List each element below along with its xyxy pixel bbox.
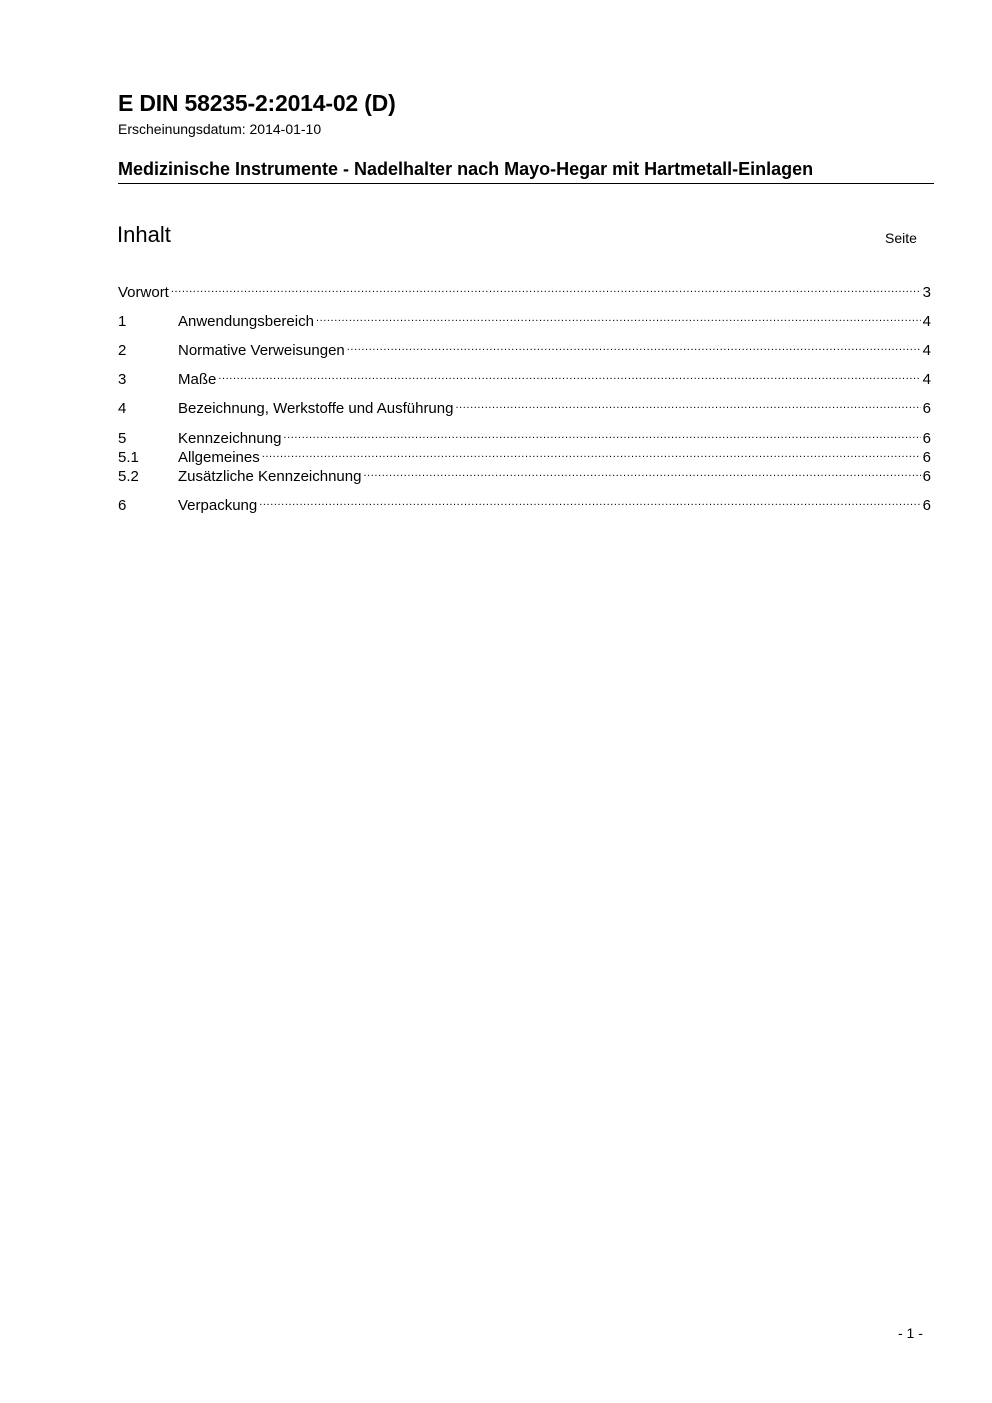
toc-entry-foreword[interactable] bbox=[118, 279, 931, 301]
toc-entry-5-1[interactable] bbox=[118, 444, 931, 466]
toc-leader-dots bbox=[455, 395, 920, 413]
toc-entry-number: 1 bbox=[118, 313, 127, 330]
toc-entry-page: 6 bbox=[922, 497, 931, 514]
toc-entry-6[interactable] bbox=[118, 492, 931, 514]
toc-entry-page: 4 bbox=[922, 342, 931, 359]
toc-entry-2[interactable] bbox=[118, 337, 931, 359]
toc-entry-1[interactable] bbox=[118, 308, 931, 330]
toc-leader-dots bbox=[363, 463, 920, 481]
toc-entry-page: 6 bbox=[922, 449, 931, 466]
toc-entry-page: 3 bbox=[922, 284, 931, 301]
document-title: Medizinische Instrumente - Nadelhalter nach Mayo-Hegar mit Hartmetall-Einlagen bbox=[118, 159, 814, 179]
toc-entry-page: 4 bbox=[922, 371, 931, 388]
toc-entry-title: Allgemeines bbox=[178, 449, 260, 466]
toc-entry-page: 6 bbox=[922, 430, 931, 447]
toc-entry-page: 6 bbox=[922, 468, 931, 485]
publication-date: Erscheinungsdatum: 2014-01-10 bbox=[118, 121, 322, 137]
toc-entry-number: 6 bbox=[118, 497, 127, 514]
toc-entry-title: Verpackung bbox=[178, 497, 258, 514]
toc-leader-dots bbox=[347, 337, 921, 355]
toc-leader-dots bbox=[171, 279, 921, 297]
toc-entry-title: Bezeichnung, Werkstoffe und Ausführung bbox=[178, 400, 454, 417]
toc-leader-dots bbox=[262, 444, 921, 462]
toc-entry-title: Kennzeichnung bbox=[178, 430, 282, 447]
toc-entry-title: Vorwort bbox=[118, 284, 169, 301]
toc-page-column-label: Seite bbox=[885, 230, 917, 246]
toc-leader-dots bbox=[316, 308, 921, 326]
page-number: - 1 - bbox=[898, 1325, 923, 1341]
toc-entry-number: 5 bbox=[118, 430, 127, 447]
toc-heading: Inhalt bbox=[117, 222, 171, 247]
toc-entry-title: Normative Verweisungen bbox=[178, 342, 345, 359]
toc-leader-dots bbox=[283, 425, 920, 443]
toc-entry-title: Zusätzliche Kennzeichnung bbox=[178, 468, 362, 485]
toc-entry-title: Anwendungsbereich bbox=[178, 313, 314, 330]
toc-entry-4[interactable] bbox=[118, 395, 931, 417]
toc-entry-number: 3 bbox=[118, 371, 127, 388]
toc-entry-number: 5.1 bbox=[118, 449, 139, 466]
toc-entry-title: Maße bbox=[178, 371, 217, 388]
toc-leader-dots bbox=[218, 366, 920, 384]
title-divider bbox=[118, 183, 934, 184]
toc-entry-5[interactable] bbox=[118, 425, 931, 447]
toc-entry-page: 4 bbox=[922, 313, 931, 330]
toc-entry-number: 5.2 bbox=[118, 468, 139, 485]
toc-entry-page: 6 bbox=[922, 400, 931, 417]
document-id: E DIN 58235-2:2014-02 (D) bbox=[118, 90, 396, 116]
toc-entry-number: 4 bbox=[118, 400, 127, 417]
toc-entry-5-2[interactable] bbox=[118, 463, 931, 485]
toc-entry-3[interactable] bbox=[118, 366, 931, 388]
toc-leader-dots bbox=[259, 492, 920, 510]
toc-entry-number: 2 bbox=[118, 342, 127, 359]
